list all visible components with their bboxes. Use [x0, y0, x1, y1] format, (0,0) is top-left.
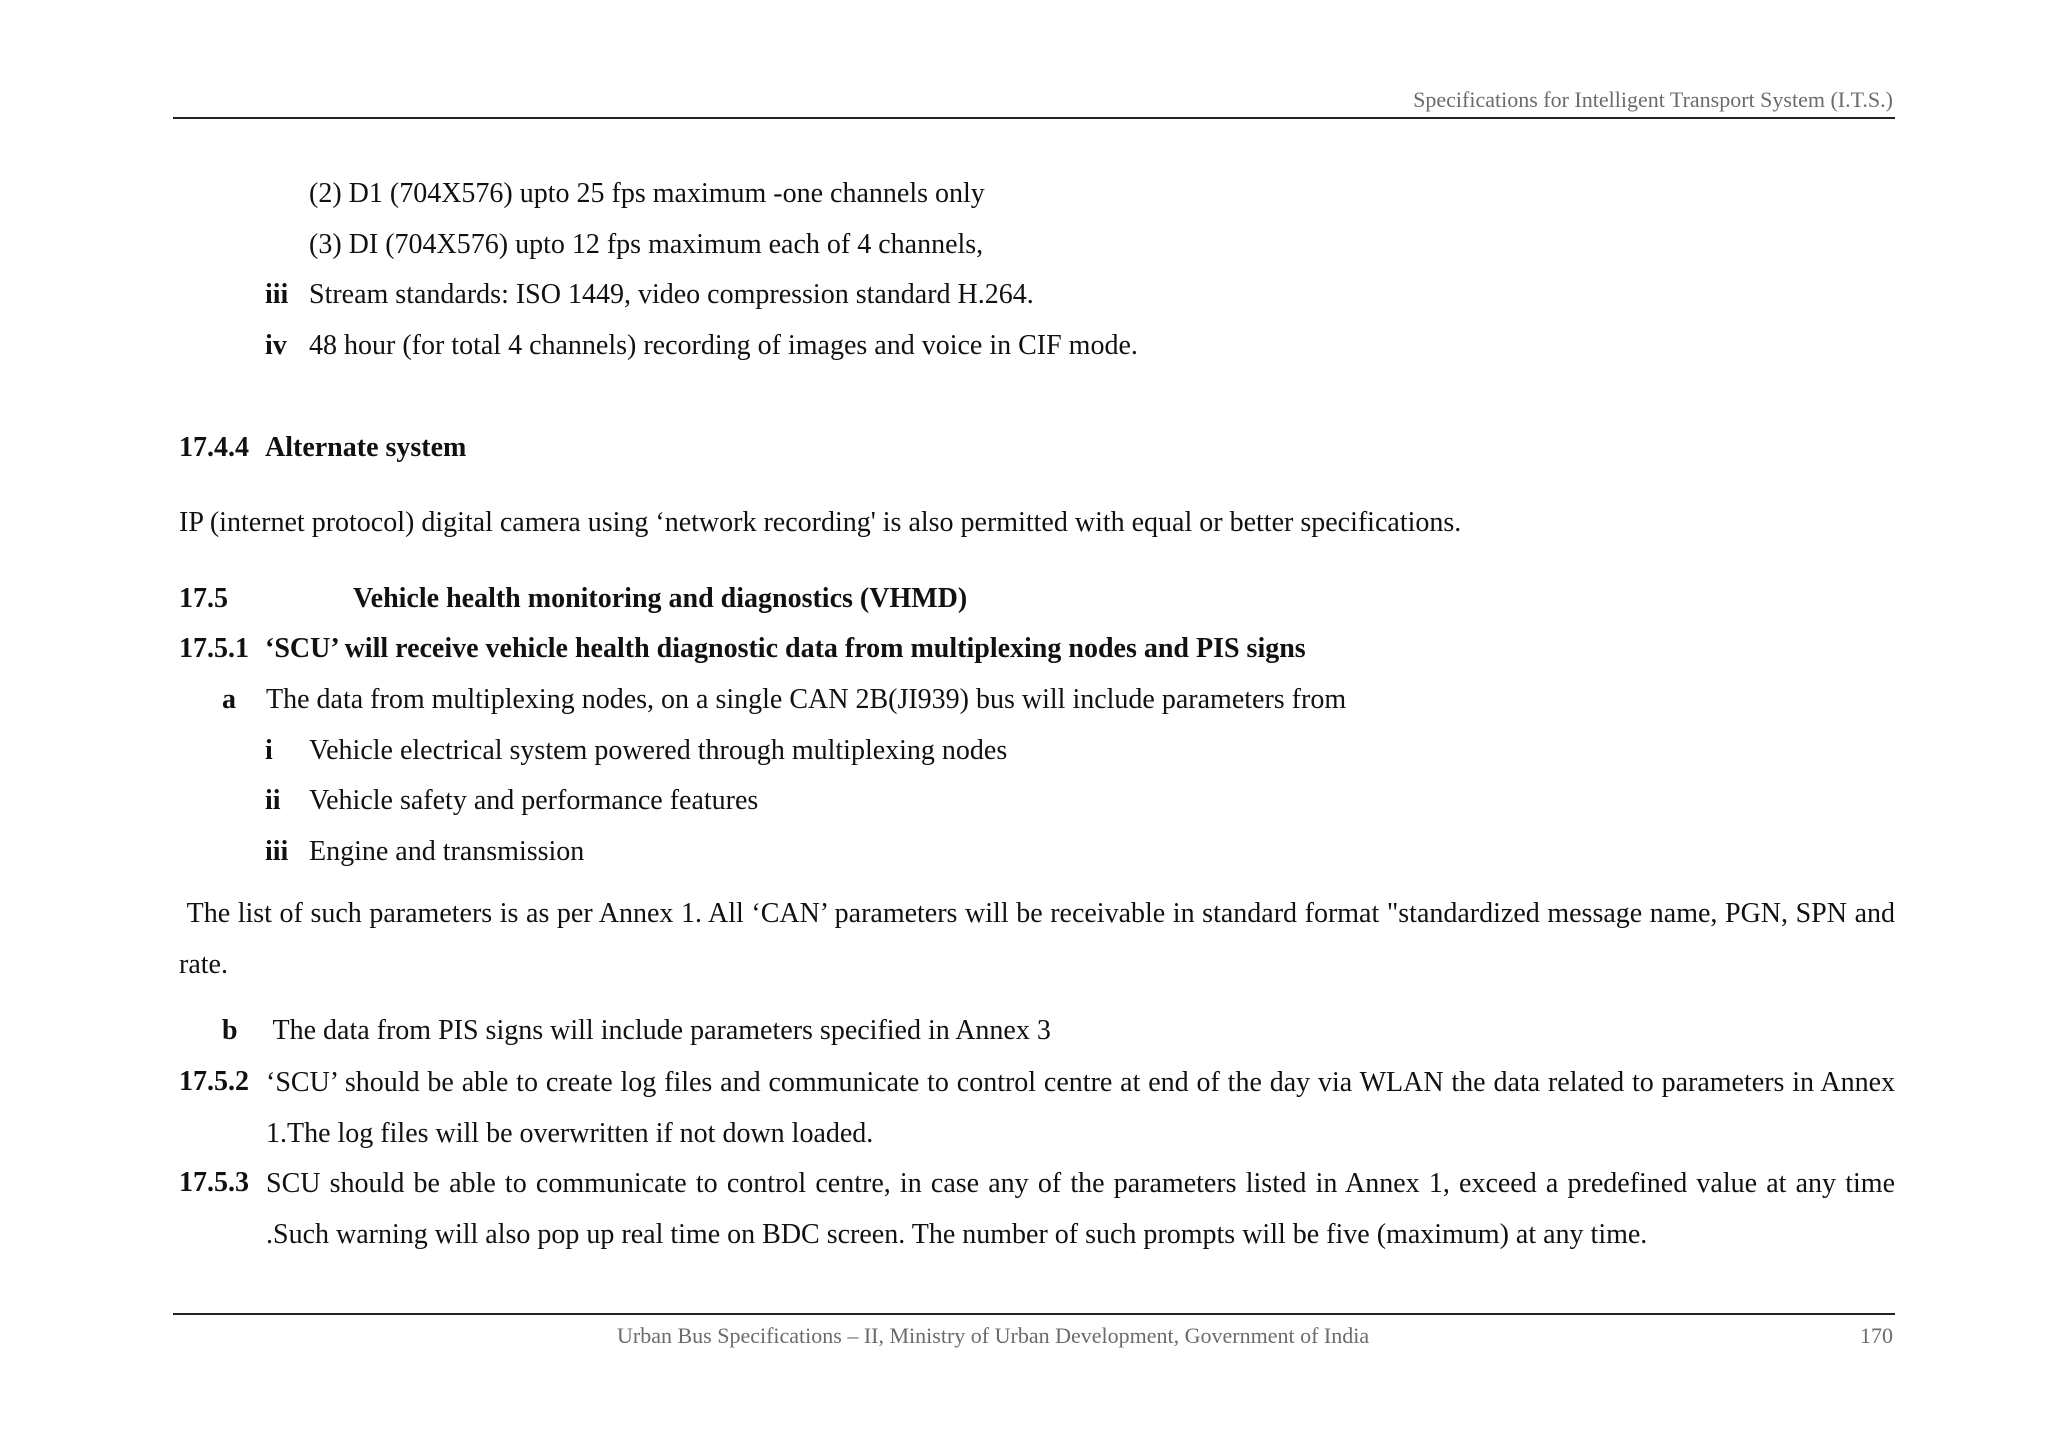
running-header: Specifications for Intelligent Transport System (I.T.S.) [1413, 87, 1893, 112]
page-number: 170 [1860, 1323, 1893, 1348]
list-label-iii-engine: iii [265, 836, 289, 867]
log-files-paragraph: ‘SCU’ should be able to create log files and communicate to control centre at end of the day via WLAN the data related to parameters in Annex 1.The log files will be overwritten if not down loaded. [266, 1067, 1895, 1149]
resolution-item-2: (2) D1 (704X576) upto 25 fps maximum -one channels only [309, 178, 985, 209]
list-label-iii: iii [265, 279, 289, 310]
header-rule [173, 117, 1895, 119]
list-label-iv: iv [265, 330, 287, 361]
resolution-item-3: (3) DI (704X576) upto 12 fps maximum each of 4 channels, [309, 229, 984, 260]
list-item: Vehicle safety and performance features [309, 785, 759, 816]
section-number-17-4-4: 17.4.4 [179, 432, 249, 463]
list-item: Engine and transmission [309, 836, 585, 867]
footer-rule [173, 1313, 1895, 1315]
recording-duration-text: 48 hour (for total 4 channels) recording of images and voice in CIF mode. [309, 330, 1138, 361]
alternate-system-body: IP (internet protocol) digital camera using ‘network recording' is also permitted with equal or better specifications. [179, 507, 1462, 538]
list-label-ii: ii [265, 785, 281, 816]
pis-signs-text: The data from PIS signs will include parameters specified in Annex 3 [266, 1015, 1051, 1046]
section-number-17-5-2: 17.5.2 [179, 1066, 249, 1097]
list-label-a: a [222, 684, 236, 715]
stream-standards-text: Stream standards: ISO 1449, video compression standard H.264. [309, 279, 1034, 310]
section-number-17-5: 17.5 [179, 583, 228, 614]
section-number-17-5-3: 17.5.3 [179, 1167, 249, 1198]
section-title-17-5-1: ‘SCU’ will receive vehicle health diagnostic data from multiplexing nodes and PIS signs [265, 633, 1306, 664]
list-label-b: b [222, 1015, 238, 1046]
can-parameters-paragraph: The list of such parameters is as per Annex 1. All ‘CAN’ parameters will be receivable in standard format "standardized message name, PGN, SPN and rate. [179, 898, 1902, 980]
section-title-alternate-system: Alternate system [265, 432, 467, 463]
warning-paragraph: SCU should be able to communicate to control centre, in case any of the parameters listed in Annex 1, exceed a predefined value at any time .Such warning will also pop up real time on BDC screen. The number of such prompts will be five (maximum) at any time. [266, 1168, 1895, 1250]
section-number-17-5-1: 17.5.1 [179, 633, 249, 664]
section-title-vhmd: Vehicle health monitoring and diagnostics (VHMD) [353, 583, 968, 614]
list-label-i: i [265, 735, 273, 766]
footer-text: Urban Bus Specifications – II, Ministry of Urban Development, Government of India [617, 1323, 1370, 1348]
multiplexing-nodes-text: The data from multiplexing nodes, on a single CAN 2B(JI939) bus will include parameters from [266, 684, 1347, 715]
list-item: Vehicle electrical system powered through multiplexing nodes [309, 735, 1008, 766]
